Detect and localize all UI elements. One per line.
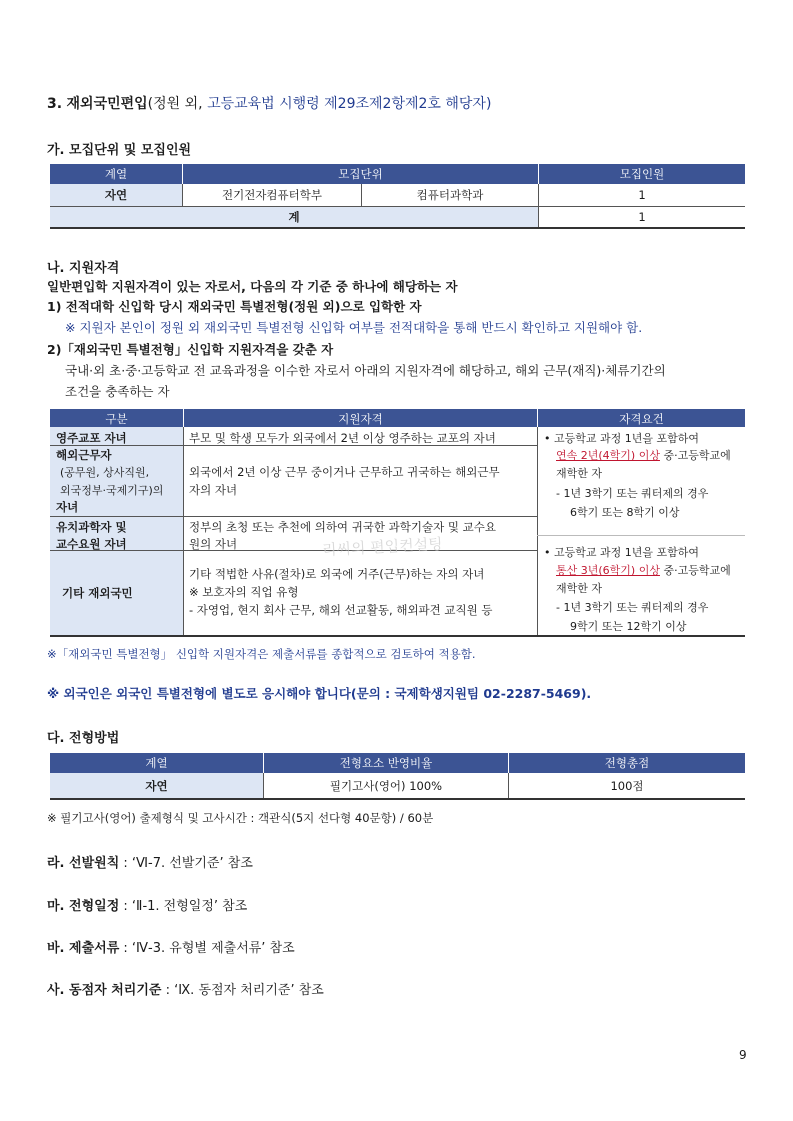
recruit-field: 자연 <box>50 184 183 206</box>
qual-header-category: 구분 <box>105 412 128 426</box>
heading-da: 다. 전형방법 <box>47 731 120 746</box>
recruit-table <box>50 164 745 229</box>
foreign-student-note: ※ 외국인은 외국인 특별전형에 별도로 응시해야 합니다(문의 : 국제학생지원팀 02-2287-5469). <box>47 686 592 701</box>
req2-line4: - 1년 3학기 또는 쿼터제의 경우 <box>556 601 709 614</box>
qual-row-desc: 부모 및 학생 모두가 외국에서 2년 이상 영주하는 교포의 자녀 <box>189 431 496 445</box>
selection-header-ratio: 전형요소 반영비율 <box>264 753 509 773</box>
recruit-major: 컴퓨터과학과 <box>362 184 539 206</box>
qual-row-cat-sub: (공무원, 상사직원, <box>60 466 150 479</box>
qualification-table <box>50 409 745 637</box>
qual-row-cat: 유치과학자 및 <box>56 520 127 534</box>
req2-line2 <box>556 562 731 578</box>
row-divider <box>50 516 537 517</box>
qual-row-desc: ※ 보호자의 직업 유형 <box>189 585 299 599</box>
qual-row-cat: 기타 재외국민 <box>62 586 133 600</box>
qualification-intro: 일반편입학 지원자격이 있는 자로서, 다음의 각 기준 중 하나에 해당하는 자 <box>47 279 458 294</box>
req2-line1: • 고등학교 과정 1년을 포함하여 <box>544 546 699 559</box>
column-divider <box>183 427 184 635</box>
selection-note: ※ 필기고사(영어) 출제형식 및 고사시간 : 객관식(5지 선다형 40문항) / 60분 <box>47 811 434 825</box>
principle-label: 라. 선발원칙 <box>47 856 120 871</box>
section-number: 3. <box>47 96 63 112</box>
principle-line <box>47 852 253 871</box>
recruit-dept: 전기전자컴퓨터학부 <box>183 184 362 206</box>
heading-na: 나. 지원자격 <box>47 261 120 276</box>
recruit-count: 1 <box>539 184 746 206</box>
qualification-item-2-desc-2: 조건을 충족하는 자 <box>65 384 170 399</box>
schedule-line <box>47 895 247 914</box>
selection-field: 자연 <box>50 773 264 799</box>
qual-row-desc: 정부의 초청 또는 추천에 의하여 귀국한 과학기술자 및 교수요 <box>189 520 496 534</box>
section-paren-rest: 고등교육법 시행령 제29조제2항제2호 해당자) <box>207 96 492 112</box>
documents-line <box>47 937 295 956</box>
header-divider <box>537 409 538 427</box>
recruit-total-count: 1 <box>539 206 746 228</box>
section-paren-open: (정원 외, <box>147 96 203 112</box>
selection-header-total: 전형총점 <box>509 753 746 773</box>
qual-row-desc: 기타 적법한 사유(절차)로 외국에 거주(근무)하는 자의 자녀 <box>189 567 485 581</box>
tiebreak-ref: : ‘Ⅸ. 동점자 처리기준’ 참조 <box>161 983 324 998</box>
req2-line3: 재학한 자 <box>556 582 603 595</box>
req1-line3: 재학한 자 <box>556 467 603 480</box>
recruit-header-count: 모집인원 <box>539 164 746 184</box>
qual-header-qualification: 지원자격 <box>338 412 383 426</box>
heading-ga: 가. 모집단위 및 모집인원 <box>47 143 192 158</box>
qual-row-desc: - 자영업, 현지 회사 근무, 해외 선교활동, 해외파견 교직원 등 <box>189 603 493 617</box>
documents-ref: : ‘Ⅳ-3. 유형별 제출서류’ 참조 <box>119 941 295 956</box>
principle-ref: : ‘Ⅵ-7. 선발기준’ 참조 <box>119 856 253 871</box>
qual-row-cat-sub: 자녀 <box>56 500 79 514</box>
recruit-total-label: 계 <box>50 206 539 228</box>
qualification-item-1: 1) 전적대학 신입학 당시 재외국민 특별전형(정원 외)으로 입학한 자 <box>47 299 422 314</box>
page-number: 9 <box>739 1048 747 1062</box>
req1-line1: • 고등학교 과정 1년을 포함하여 <box>544 432 699 445</box>
column-divider <box>537 427 538 635</box>
watermark: 리씨의 편입컨설팅 <box>321 534 444 560</box>
tiebreak-line <box>47 979 324 998</box>
schedule-ref: : ‘Ⅱ-1. 전형일정’ 참조 <box>119 899 248 914</box>
req1-line5: 6학기 또는 8학기 이상 <box>570 506 680 519</box>
documents-label: 바. 제출서류 <box>47 941 120 956</box>
recruit-header-field: 계열 <box>50 164 183 184</box>
qual-row-cat-sub: 교수요원 자녀 <box>56 537 127 551</box>
req2-highlight: 통산 3년(6학기) 이상 <box>556 564 660 577</box>
qual-header-requirement: 자격요건 <box>619 412 664 426</box>
req2-line2-rest: 중·고등학교에 <box>659 564 731 577</box>
schedule-label: 마. 전형일정 <box>47 899 120 914</box>
qual-row-desc: 외국에서 2년 이상 근무 중이거나 근무하고 귀국하는 해외근무 <box>189 465 500 479</box>
qualification-item-2-desc-1: 국내·외 초·중·고등학교 전 교육과정을 이수한 자로서 아래의 지원자격에 해당하고, 해외 근무(재직)·체류기간의 <box>65 363 666 378</box>
tiebreak-label: 사. 동점자 처리기준 <box>47 983 162 998</box>
qualification-footnote: ※「재외국민 특별전형」 신입학 지원자격은 제출서류를 종합적으로 검토하여 적용함. <box>47 647 476 661</box>
qual-row-desc: 원의 자녀 <box>189 537 238 551</box>
selection-header-field: 계열 <box>50 753 264 773</box>
recruit-header-unit: 모집단위 <box>183 164 539 184</box>
selection-ratio: 필기고사(영어) 100% <box>264 773 509 799</box>
selection-table <box>50 753 745 800</box>
row-divider <box>537 535 745 536</box>
req1-highlight: 연속 2년(4학기) 이상 <box>556 449 660 462</box>
qualification-item-2: 2)「재외국민 특별전형」신입학 지원자격을 갖춘 자 <box>47 342 334 357</box>
qual-row-cat-sub: 외국정부·국제기구)의 <box>60 484 164 497</box>
section-title-text: 재외국민편입 <box>66 96 148 112</box>
qual-row-cat: 영주교포 자녀 <box>56 431 127 445</box>
req2-line5: 9학기 또는 12학기 이상 <box>570 620 687 633</box>
qual-row-cat: 해외근무자 <box>56 448 112 462</box>
section-title <box>47 93 491 113</box>
req1-line4: - 1년 3학기 또는 쿼터제의 경우 <box>556 487 709 500</box>
qual-row-desc: 자의 자녀 <box>189 483 238 497</box>
req1-line2 <box>556 447 731 463</box>
qualification-item-1-note: ※ 지원자 본인이 정원 외 재외국민 특별전형 신입학 여부를 전적대학을 통해 반드시 확인하고 지원해야 함. <box>65 320 643 335</box>
header-divider <box>183 409 184 427</box>
selection-total: 100점 <box>509 773 746 799</box>
req1-line2-rest: 중·고등학교에 <box>659 449 731 462</box>
